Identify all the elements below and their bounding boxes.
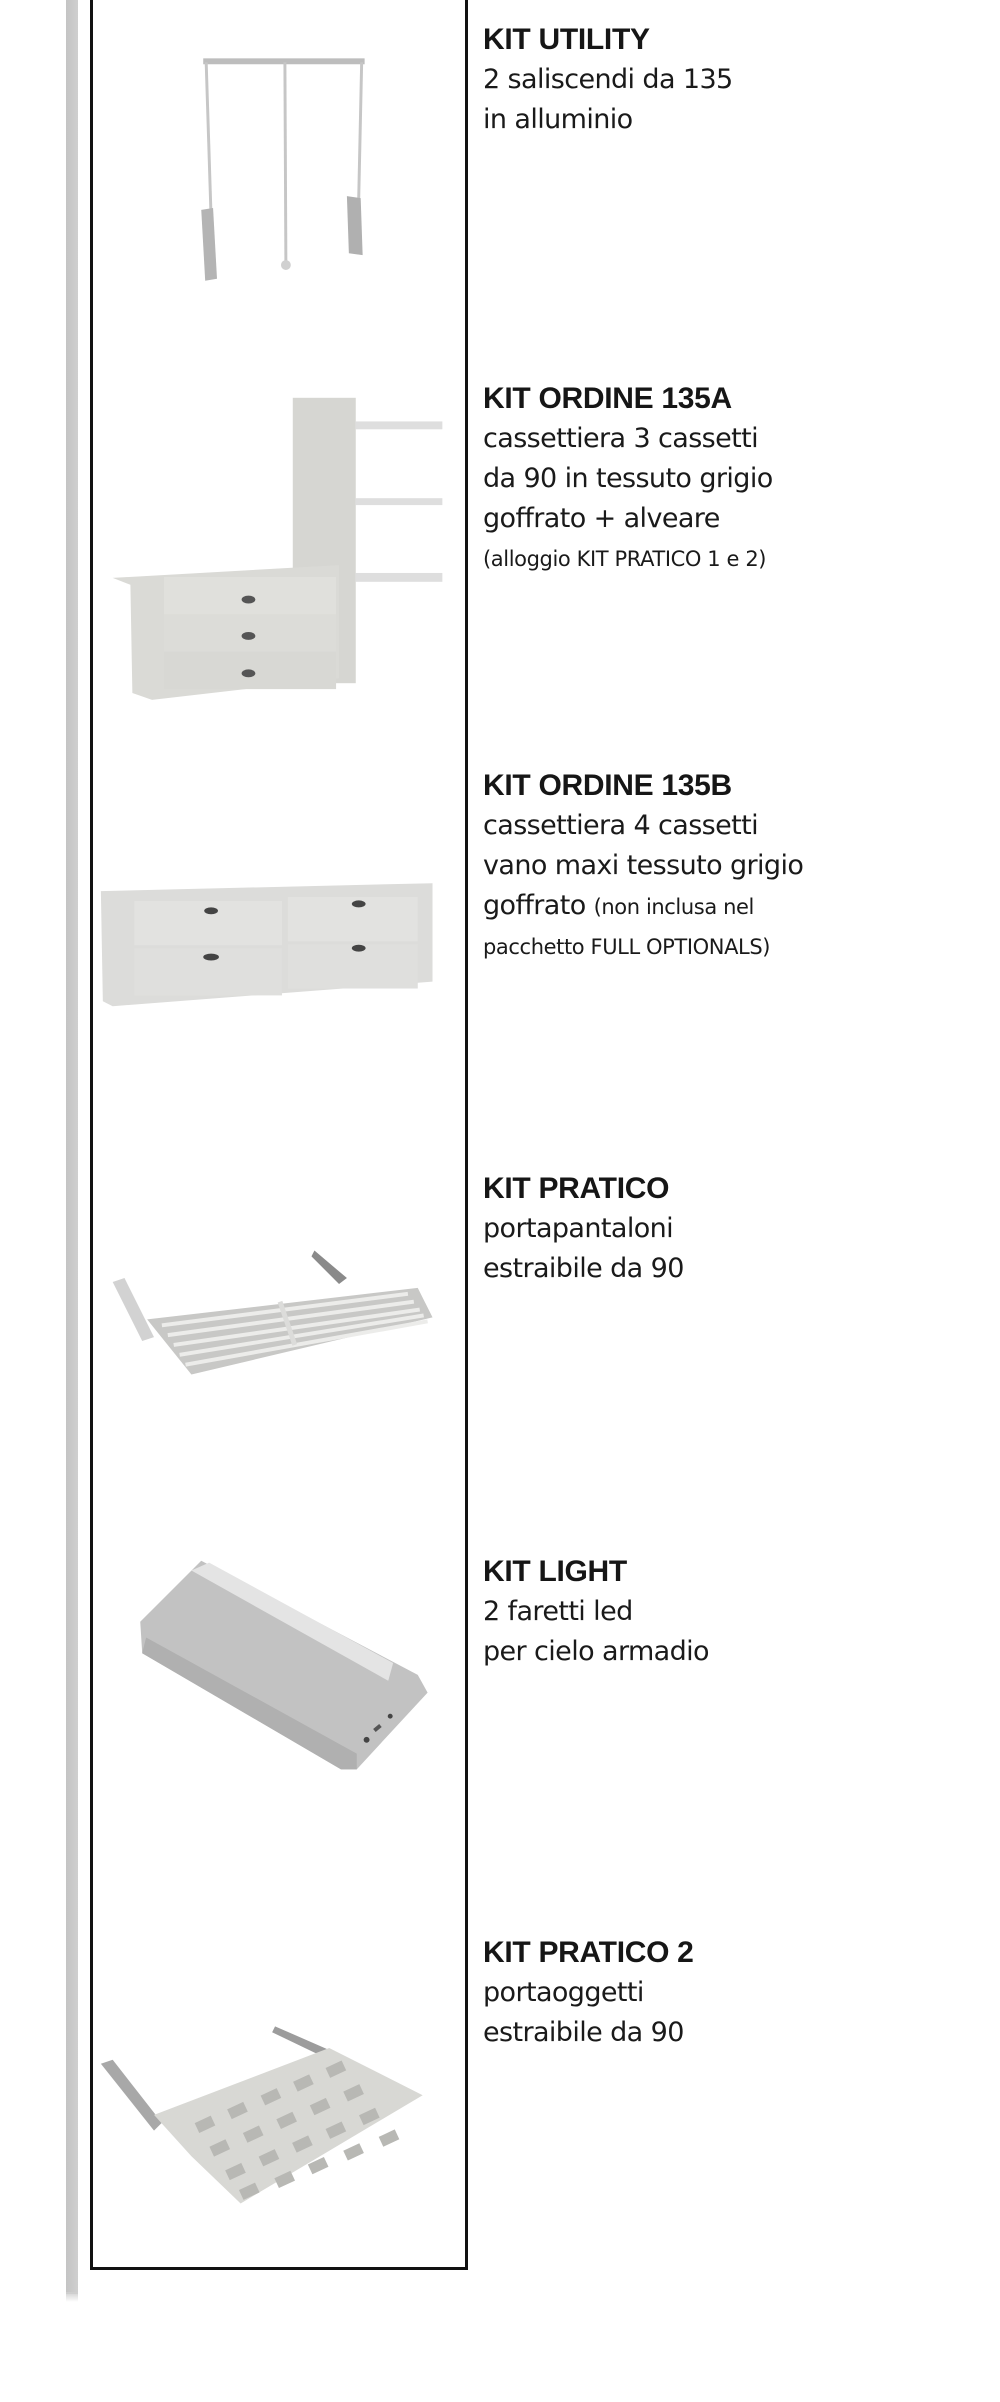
product-description [483, 1169, 983, 1289]
product-image-cell [90, 347, 468, 737]
product-description [483, 1933, 983, 2053]
kit-description-line: 2 saliscendi da 135 [483, 64, 733, 95]
kit-description-line: goffrato + alveare [483, 503, 720, 534]
kit-title: KIT ORDINE 135B [483, 769, 732, 802]
product-description [483, 379, 983, 579]
object-tray-icon [93, 1889, 465, 2267]
table-row-kit-ordine-135a [0, 347, 1000, 737]
drawer-unit-3-icon [93, 347, 465, 734]
kit-description-line: estraibile da 90 [483, 1253, 684, 1284]
kit-description-line: 2 faretti led [483, 1596, 633, 1627]
table-row-kit-pratico [0, 1121, 1000, 1507]
kit-description-line: da 90 in tessuto grigio [483, 463, 773, 494]
kit-note-inline: (non inclusa nel [593, 895, 754, 919]
product-image-cell [90, 734, 468, 1124]
kit-title: KIT PRATICO [483, 1172, 670, 1205]
kit-description-line: cassettiera 3 cassetti [483, 423, 759, 454]
product-description [483, 766, 983, 967]
kit-note: (alloggio KIT PRATICO 1 e 2) [483, 547, 767, 571]
kit-note: pacchetto FULL OPTIONALS) [483, 935, 771, 959]
drawer-unit-4-icon [93, 734, 465, 1121]
kit-title: KIT ORDINE 135A [483, 382, 732, 415]
kit-title: KIT UTILITY [483, 23, 650, 56]
product-image-cell [90, 1889, 468, 2270]
table-row-kit-pratico-2 [0, 1889, 1000, 2270]
kit-description-line [483, 886, 983, 927]
kit-description-line: portaoggetti [483, 1977, 644, 2008]
kit-title: KIT LIGHT [483, 1555, 627, 1588]
table-row-kit-light [0, 1504, 1000, 1892]
kit-description-line: estraibile da 90 [483, 2017, 684, 2048]
product-image-cell [90, 1121, 468, 1507]
table-row-kit-ordine-135b [0, 734, 1000, 1124]
product-image-cell [90, 1504, 468, 1892]
table-row-kit-utility [0, 0, 1000, 350]
kit-description-line: per cielo armadio [483, 1636, 709, 1667]
trouser-rack-icon [93, 1121, 465, 1504]
kit-description-line: cassettiera 4 cassetti [483, 810, 759, 841]
kit-title: KIT PRATICO 2 [483, 1936, 694, 1969]
wardrobe-lift-icon [93, 0, 465, 347]
product-image-cell [90, 0, 468, 350]
led-spotlight-icon [93, 1504, 465, 1889]
product-description [483, 20, 983, 140]
kit-description-line: vano maxi tessuto grigio [483, 850, 804, 881]
kit-description-line: in alluminio [483, 104, 633, 135]
product-description [483, 1552, 983, 1672]
kit-description-line: portapantaloni [483, 1213, 674, 1244]
kit-description-text: goffrato [483, 890, 586, 921]
